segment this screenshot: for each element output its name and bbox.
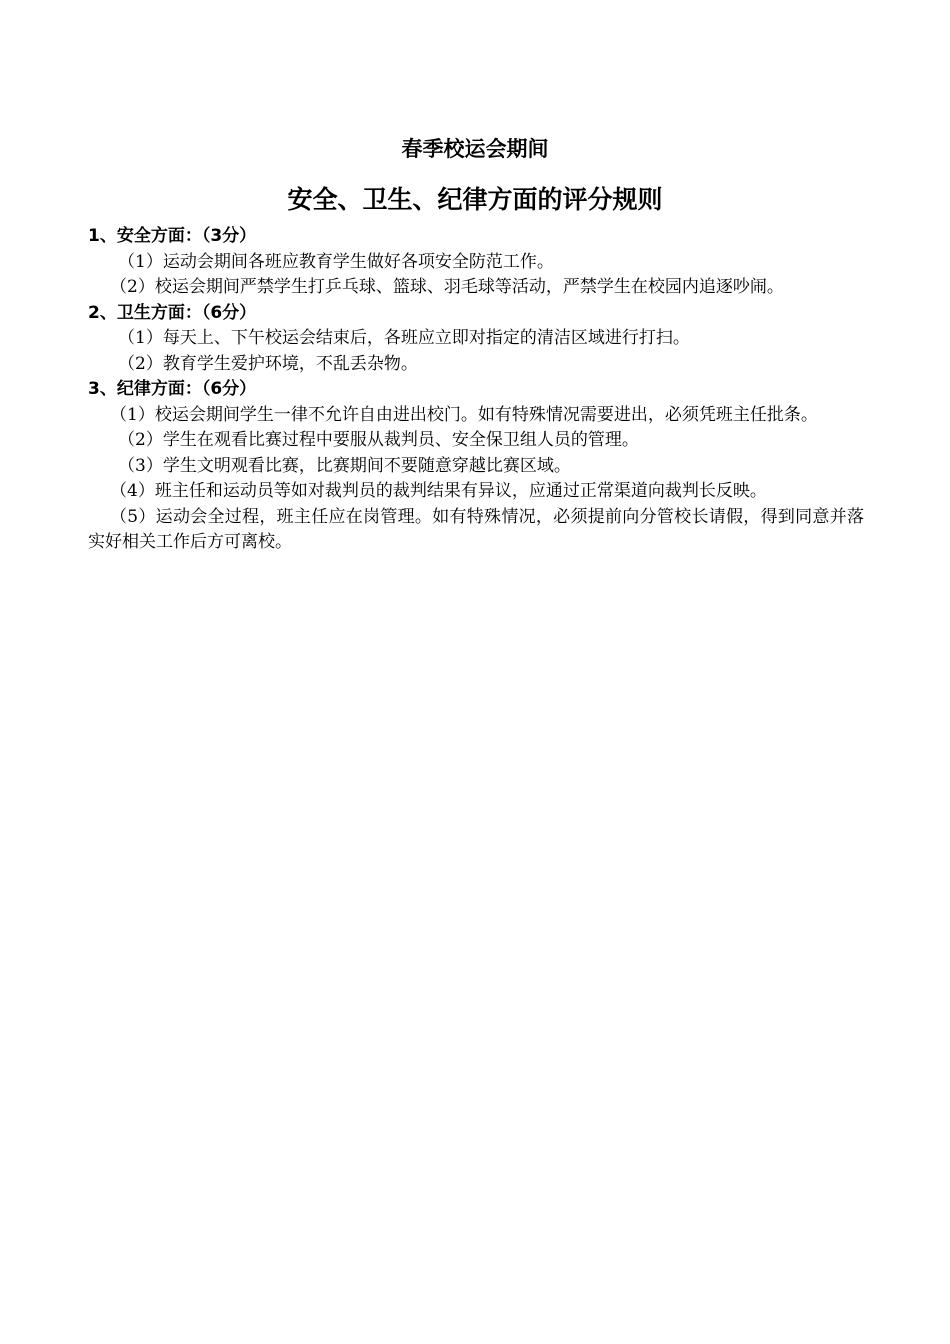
list-item: （4）班主任和运动员等如对裁判员的裁判结果有异议，应通过正常渠道向裁判长反映。 bbox=[110, 481, 767, 501]
section-heading-hygiene: 2、卫生方面：（6分） bbox=[88, 302, 257, 323]
list-item: （2）校运会期间严禁学生打乒乓球、篮球、羽毛球等活动，严禁学生在校园内追逐吵闹。 bbox=[110, 277, 784, 297]
section-heading-discipline: 3、纪律方面：（6分） bbox=[88, 379, 257, 399]
document-title-line1: 春季校运会期间 bbox=[401, 137, 549, 161]
section-heading-safety: 1、安全方面：（3分） bbox=[88, 226, 257, 246]
list-item: （1）运动会期间各班应教育学生做好各项安全防范工作。 bbox=[118, 251, 554, 272]
list-item: （2）学生在观看比赛过程中要服从裁判员、安全保卫组人员的管理。 bbox=[118, 430, 639, 450]
list-item: （5）运动会全过程，班主任应在岗管理。如有特殊情况，必须提前向分管校长请假，得到同意并落实好相关工作后方可离校。 bbox=[88, 506, 864, 552]
list-item: （1）每天上、下午校运会结束后，各班应立即对指定的清洁区域进行打扫。 bbox=[118, 328, 690, 348]
document-body bbox=[88, 224, 864, 556]
list-item: （1）校运会期间学生一律不允许自由进出校门。如有特殊情况需要进出，必须凭班主任批条。 bbox=[110, 404, 818, 425]
list-item: （2）教育学生爱护环境，不乱丢杂物。 bbox=[118, 353, 418, 374]
list-item: （3）学生文明观看比赛，比赛期间不要随意穿越比赛区域。 bbox=[118, 455, 571, 476]
document-title-line2: 安全、卫生、纪律方面的评分规则 bbox=[287, 185, 663, 214]
